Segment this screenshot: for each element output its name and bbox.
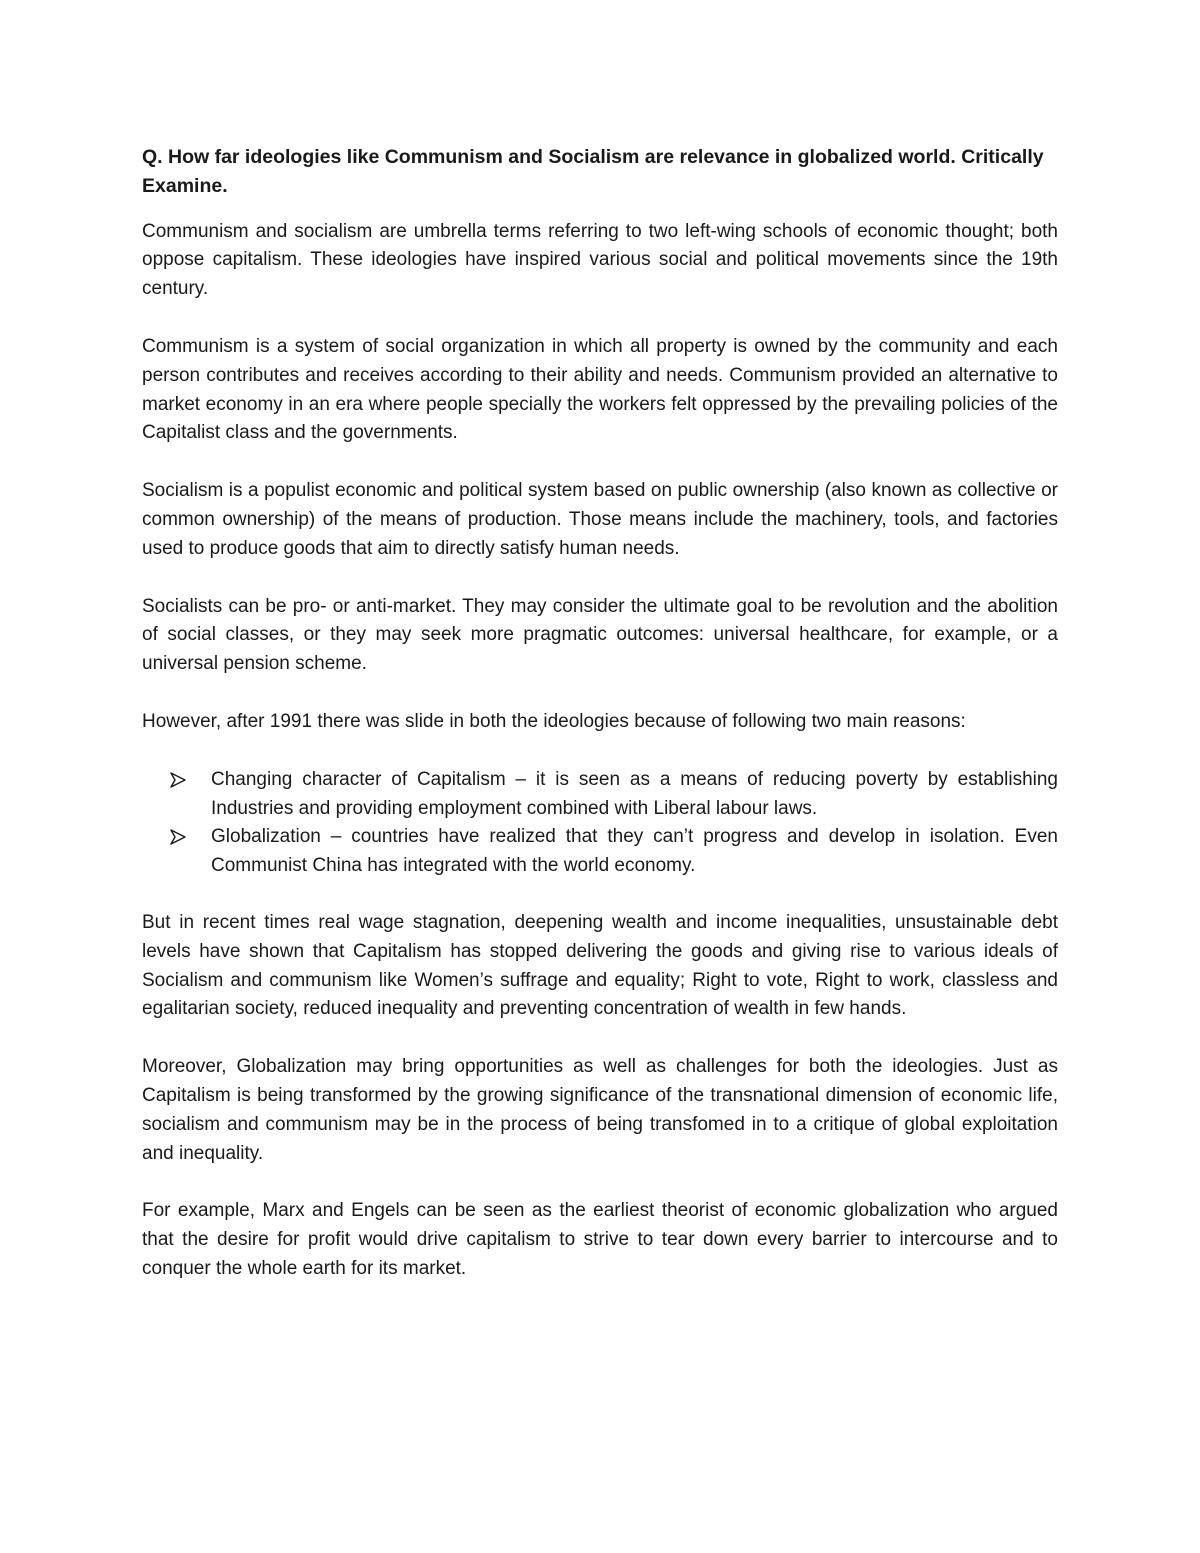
reasons-list: [142, 766, 1058, 881]
question-heading: Q. How far ideologies like Communism and Socialism are relevance in globalized world. Critically Examine.: [142, 146, 1044, 197]
list-item-text: Changing character of Capitalism – it is seen as a means of reducing poverty by establishing Industries and providing employment combined with Liberal labour laws.: [211, 768, 1058, 819]
arrowhead-bullet-icon: [170, 772, 186, 788]
paragraph-intro: Communism and socialism are umbrella terms referring to two left-wing schools of economic thought; both oppose capitalism. These ideologies have inspired various social and political movements since the 19th century.: [142, 220, 1058, 300]
document-body: [142, 143, 1058, 1313]
arrowhead-bullet-icon: [170, 829, 186, 845]
paragraph-marx-engels: For example, Marx and Engels can be seen as the earliest theorist of economic globalization who argued that the desire for profit would drive capitalism to strive to tear down every barrier to intercourse and to conquer the whole earth for its market.: [142, 1200, 1058, 1279]
paragraph-socialism: Socialism is a populist economic and political system based on public ownership (also known as collective or common ownership) of the means of production. Those means include the machinery, tools, and factories used to produce goods that aim to directly satisfy human needs.: [142, 480, 1058, 559]
paragraph-communism: Communism is a system of social organization in which all property is owned by the community and each person contributes and receives according to their ability and needs. Communism provided an alternative to market economy in an era where people specially the workers felt oppressed by the prevailing policies of the Capitalist class and the governments.: [142, 335, 1058, 444]
paragraph-socialists: Socialists can be pro- or anti-market. They may consider the ultimate goal to be revolution and the abolition of social classes, or they may seek more pragmatic outcomes: universal healthcare, for example, or a universal pension scheme.: [142, 595, 1058, 675]
list-item: [170, 766, 1058, 824]
list-item: [170, 823, 1058, 881]
paragraph-moreover: Moreover, Globalization may bring opportunities as well as challenges for both the ideologies. Just as Capitalism is being transformed by the growing significance of the transnational dimension of economic life, socialism and communism may be in the process of being transfomed in to a critique of global exploitation and inequality.: [142, 1056, 1058, 1164]
paragraph-after-1991: However, after 1991 there was slide in both the ideologies because of following two main reasons:: [142, 710, 966, 732]
list-item-text: Globalization – countries have realized that they can’t progress and develop in isolation. Even Communist China has integrated with the world economy.: [211, 826, 1058, 877]
paragraph-recent-times: But in recent times real wage stagnation, deepening wealth and income inequalities, unsustainable debt levels have shown that Capitalism has stopped delivering the goods and giving rise to various ideals of Socialism and communism like Women’s suffrage and equality; Right to vote, Right to work, classless and egalitarian society, reduced inequality and preventing concentration of wealth in few hands.: [142, 911, 1058, 1020]
